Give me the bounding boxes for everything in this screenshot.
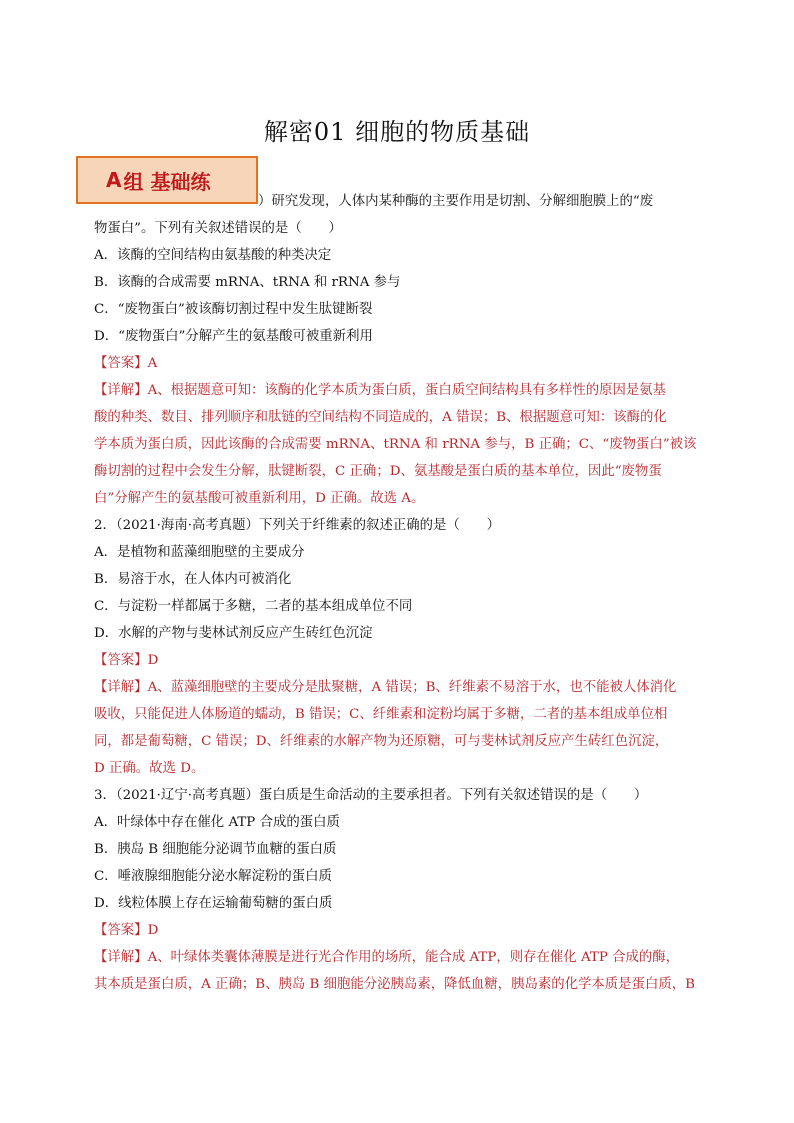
detail-line: 吸收，只能促进人体肠道的蠕动，B 错误；C、纤维素和淀粉均属于多糖，二者的基本组成单位相 — [94, 707, 668, 722]
detail-text: A、蓝藻细胞壁的主要成分是肽聚糖，A 错误；B、纤维素不易溶于水，也不能被人体消化 — [147, 680, 677, 695]
answer-line — [94, 917, 706, 944]
detail-line: D 正确。故选 D。 — [94, 761, 205, 776]
question-1 — [94, 188, 706, 512]
option-c: C．“废物蛋白”被该酶切割过程中发生肽键断裂 — [94, 302, 373, 317]
detail-line: 酶切割的过程中会发生分解，肽键断裂，C 正确；D、氨基酸是蛋白质的基本单位，因此“废物蛋 — [94, 464, 662, 479]
question-stem-line: 2．（2021·海南·高考真题）下列关于纤维素的叙述正确的是（ ） — [94, 518, 500, 533]
option-b: B．易溶于水，在人体内可被消化 — [94, 572, 292, 587]
question-2 — [94, 512, 706, 782]
answer-label: 【答案】 — [94, 356, 148, 371]
group-letter: A — [106, 168, 122, 192]
detail-line: 白”分解产生的氨基酸可被重新利用，D 正确。故选 A。 — [94, 491, 425, 506]
option-a: A．叶绿体中存在催化 ATP 合成的蛋白质 — [94, 815, 340, 830]
group-a-badge — [76, 156, 258, 204]
detail-line: 学本质为蛋白质，因此该酶的合成需要 mRNA、tRNA 和 rRNA 参与，B 正确；C、“废物蛋白”被该 — [94, 437, 697, 452]
group-label: 组 基础练 — [123, 169, 211, 194]
detail-line: 其本质是蛋白质，A 正确；B、胰岛 B 细胞能分泌胰岛素，降低血糖，胰岛素的化学本质是蛋白质，B — [94, 977, 695, 992]
answer-value: D — [147, 923, 159, 938]
option-d: D．水解的产物与斐林试剂反应产生砖红色沉淀 — [94, 626, 373, 641]
option-d: D．线粒体膜上存在运输葡萄糖的蛋白质 — [94, 896, 333, 911]
detail-text: A、根据题意可知：该酶的化学本质为蛋白质，蛋白质空间结构具有多样性的原因是氨基 — [147, 383, 667, 398]
option-a: A．是植物和蓝藻细胞壁的主要成分 — [94, 545, 305, 560]
detail-line — [94, 377, 706, 404]
detail-text: A、叶绿体类囊体薄膜是进行光合作用的场所，能合成 ATP，则存在催化 ATP 合成的酶， — [147, 950, 680, 965]
detail-label: 【详解】 — [94, 383, 148, 398]
answer-line — [94, 647, 706, 674]
detail-label: 【详解】 — [94, 950, 148, 965]
option-d: D．“废物蛋白”分解产生的氨基酸可被重新利用 — [94, 329, 373, 344]
option-c: C．唾液腺细胞能分泌水解淀粉的蛋白质 — [94, 869, 332, 884]
question-content — [94, 188, 706, 998]
answer-value: A — [147, 356, 158, 371]
question-3 — [94, 782, 706, 998]
detail-label: 【详解】 — [94, 680, 148, 695]
answer-line — [94, 350, 706, 377]
option-c: C．与淀粉一样都属于多糖，二者的基本组成单位不同 — [94, 599, 413, 614]
answer-label: 【答案】 — [94, 653, 148, 668]
question-stem-line: 物蛋白”。下列有关叙述错误的是（ ） — [94, 221, 342, 236]
detail-line: 同，都是葡萄糖，C 错误；D、纤维素的水解产物为还原糖，可与斐林试剂反应产生砖红色沉淀， — [94, 734, 669, 749]
option-b: B．胰岛 B 细胞能分泌调节血糖的蛋白质 — [94, 842, 337, 857]
question-stem-line: 3．（2021·辽宁·高考真题）蛋白质是生命活动的主要承担者。下列有关叙述错误的是（ ） — [94, 788, 648, 803]
answer-value: D — [147, 653, 159, 668]
option-a: A．该酶的空间结构由氨基酸的种类决定 — [94, 248, 332, 263]
page-title: 解密01 细胞的物质基础 — [263, 118, 531, 146]
detail-line — [94, 944, 706, 971]
question-stem-line: ）研究发现，人体内某种酶的主要作用是切割、分解细胞膜上的“废 — [258, 194, 654, 209]
option-b: B．该酶的合成需要 mRNA、tRNA 和 rRNA 参与 — [94, 275, 401, 290]
detail-line — [94, 674, 706, 701]
detail-line: 酸的种类、数目、排列顺序和肽链的空间结构不同造成的，A 错误；B、根据题意可知：该酶的化 — [94, 410, 667, 425]
answer-label: 【答案】 — [94, 923, 148, 938]
